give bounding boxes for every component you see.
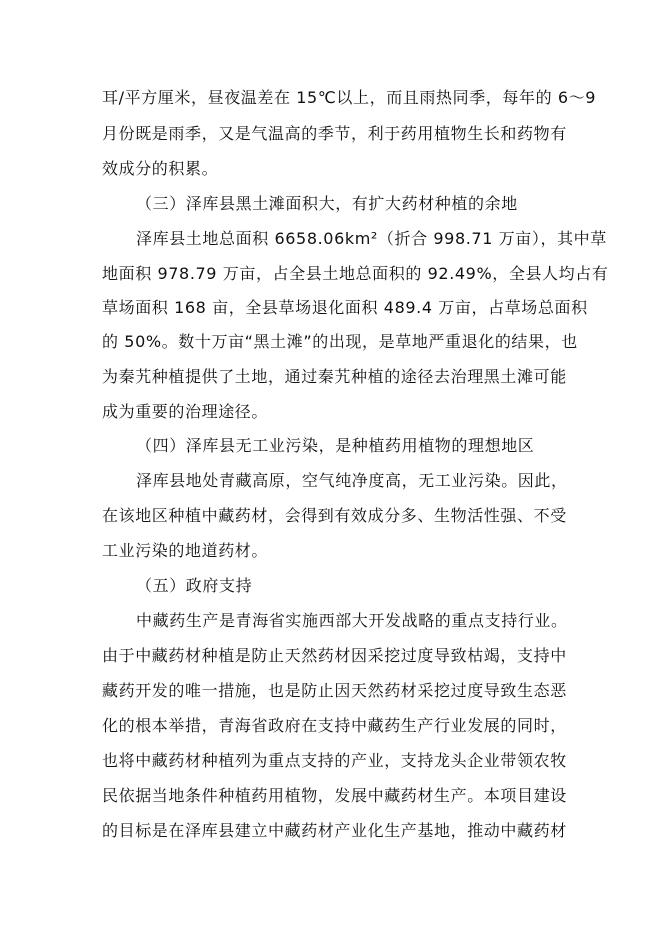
paragraph-line: 在该地区种植中藏药材，会得到有效成分多、生物活性强、不受 [102, 506, 567, 525]
paragraph-line: 的目标是在泽库县建立中藏药材产业化生产基地，推动中藏药材 [102, 821, 567, 840]
section-heading: （三）泽库县黑土滩面积大，有扩大药材种植的余地 [136, 194, 518, 213]
paragraph-line: 草场面积 168 亩，全县草场退化面积 489.4 万亩，占草场总面积 [102, 298, 588, 317]
paragraph-line: 民依据当地条件种植药用植物，发展中藏药材生产。本项目建设 [102, 786, 567, 805]
paragraph-line: 为秦艽种植提供了土地，通过秦艽种植的途径去治理黑土滩可能 [102, 367, 567, 386]
paragraph-line: 成为重要的治理途径。 [102, 402, 269, 421]
paragraph-line: 工业污染的地道药材。 [102, 541, 269, 560]
paragraph-line: 地面积 978.79 万亩，占全县土地总面积的 92.49%，全县人均占有 [102, 264, 609, 283]
paragraph-line: 也将中藏药材种植列为重点支持的产业，支持龙头企业带领农牧 [102, 751, 567, 770]
paragraph-line: 泽库县土地总面积 6658.06km²（折合 998.71 万亩），其中草 [136, 229, 607, 248]
paragraph-line: 由于中藏药材种植是防止天然药材因采挖过度导致枯竭，支持中 [102, 646, 567, 665]
section-heading: （四）泽库县无工业污染，是种植药用植物的理想地区 [136, 436, 535, 455]
section-heading: （五）政府支持 [136, 576, 253, 595]
paragraph-line: 中藏药生产是青海省实施西部大开发战略的重点支持行业。 [136, 611, 568, 630]
paragraph-line: 耳/平方厘米，昼夜温差在 15℃以上，而且雨热同季，每年的 6～9 [102, 88, 597, 107]
paragraph-line: 泽库县地处青藏高原，空气纯净度高，无工业污染。因此， [136, 471, 568, 490]
paragraph-line: 的 50%。数十万亩“黑土滩”的出现，是草地严重退化的结果，也 [102, 332, 578, 351]
paragraph-line: 化的根本举措，青海省政府在支持中藏药生产行业发展的同时， [102, 716, 567, 735]
paragraph-line: 效成分的积累。 [102, 159, 219, 178]
paragraph-line: 藏药开发的唯一措施，也是防止因天然药材采挖过度导致生态恶 [102, 681, 567, 700]
paragraph-line: 月份既是雨季，又是气温高的季节，利于药用植物生长和药物有 [102, 124, 567, 143]
